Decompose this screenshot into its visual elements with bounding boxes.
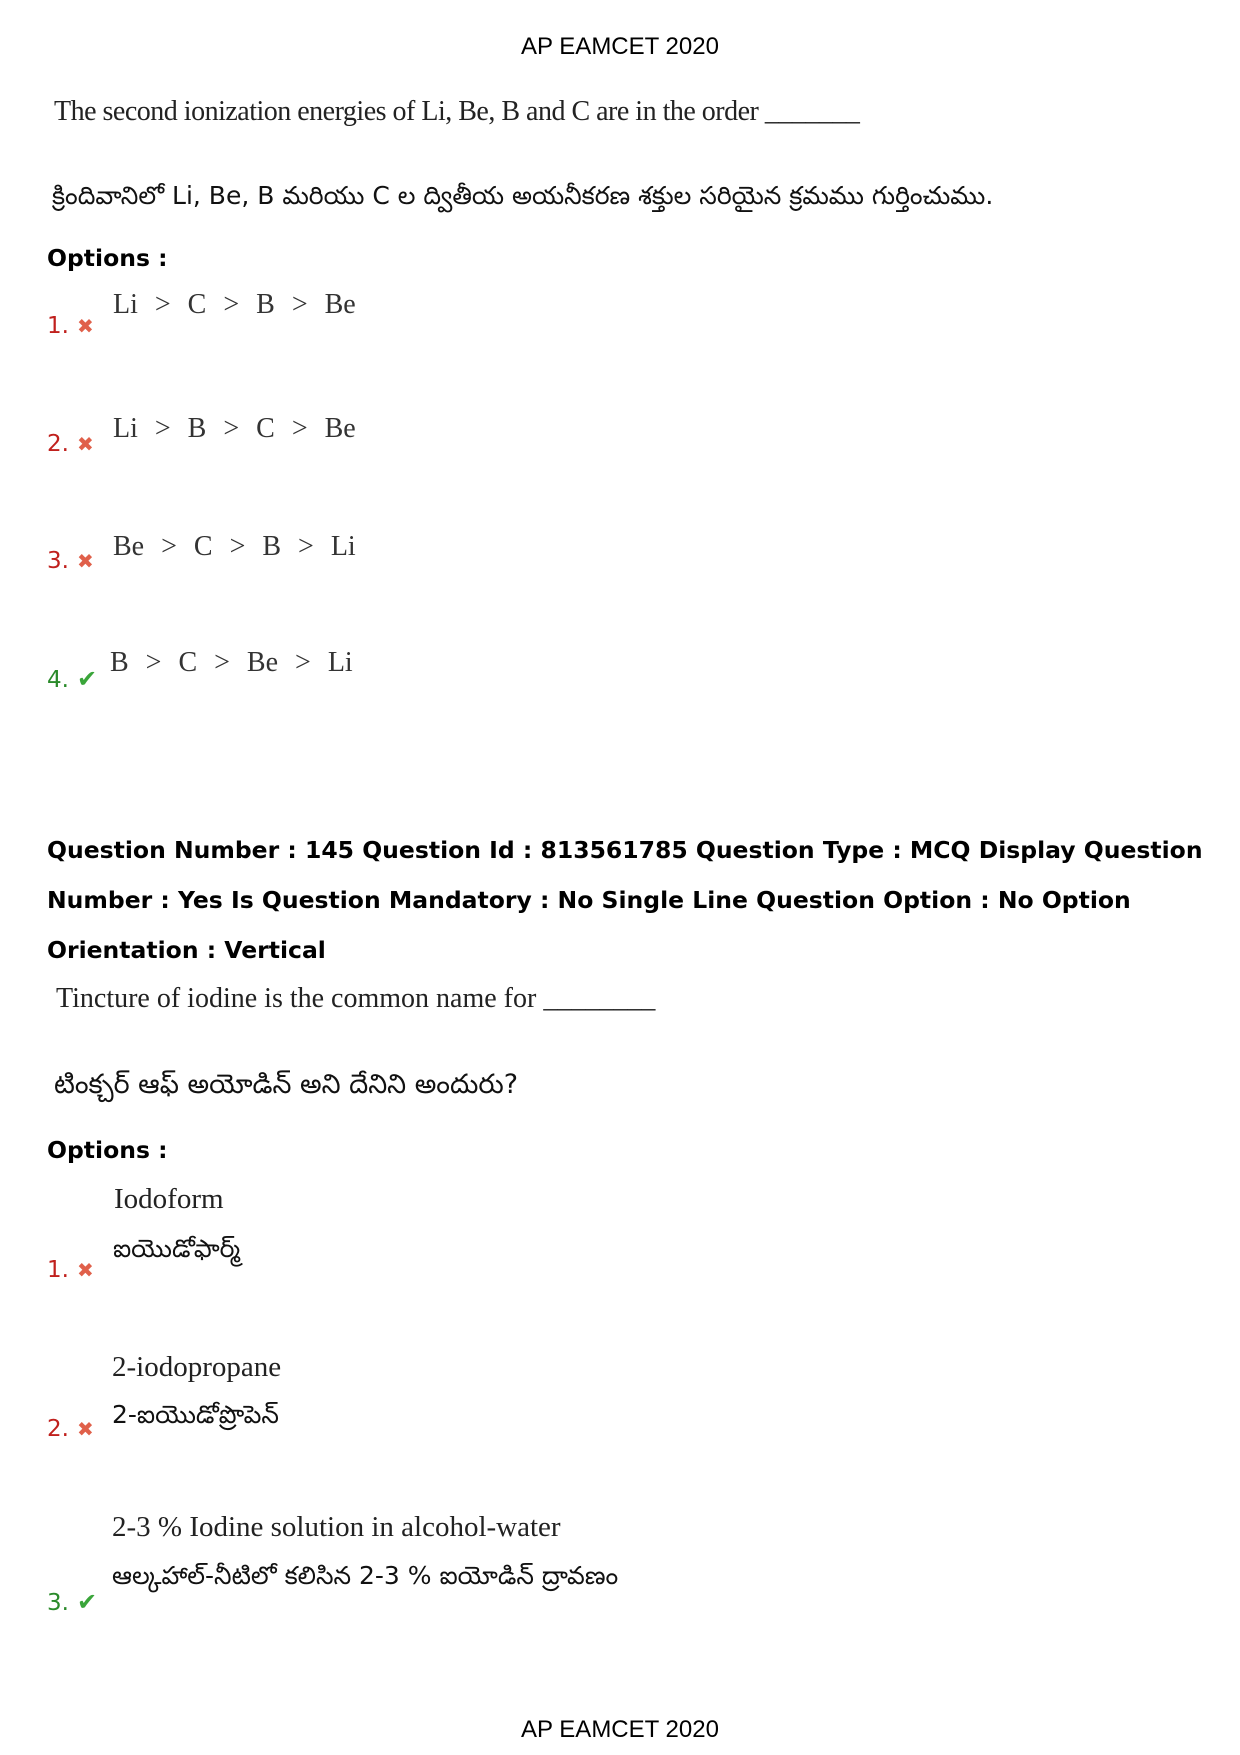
option-text: B > C > Be > Li (110, 647, 353, 678)
wrong-icon: ✖ (76, 549, 94, 573)
question-text-telugu: క్రిందివానిలో Li, Be, B మరియు C ల ద్వితీయ అయనీకరణ శక్తుల సరియైన క్రమము గుర్తించుము. (52, 181, 994, 210)
option-text-english: 2-3 % Iodine solution in alcohol-water (112, 1511, 561, 1543)
option-2 (47, 431, 94, 457)
wrong-icon: ✖ (76, 432, 94, 456)
option-text: Li > B > C > Be (113, 413, 356, 444)
question-text-english: The second ionization energies of Li, Be, B and C are in the order _______ (54, 96, 860, 127)
option-1 (47, 313, 94, 339)
wrong-icon: ✖ (76, 1258, 94, 1282)
option-number: 1. (47, 313, 69, 339)
option-text: Be > C > B > Li (113, 531, 356, 562)
option-text-english: 2-iodopropane (112, 1351, 282, 1383)
option-2 (47, 1416, 94, 1442)
question-text-english: Tincture of iodine is the common name for ________ (56, 983, 656, 1014)
option-3 (47, 1588, 97, 1616)
option-number: 3. (47, 548, 69, 574)
option-text-telugu: ఆల్కహాల్-నీటిలో కలిసిన 2-3 % ఐయోడిన్ ద్రావణం (112, 1561, 619, 1590)
option-text-telugu: ఐయొడోఫార్మ్ (113, 1234, 241, 1263)
question-meta-line: Orientation : Vertical (47, 936, 326, 964)
option-text-telugu: 2-ఐయొడోప్రొపెన్ (112, 1400, 279, 1429)
option-number: 3. (47, 1590, 69, 1616)
option-1 (47, 1257, 94, 1283)
options-label: Options : (47, 244, 168, 272)
option-text: Li > C > B > Be (113, 289, 356, 320)
option-number: 1. (47, 1257, 69, 1283)
option-4 (47, 665, 97, 693)
options-label: Options : (47, 1136, 168, 1164)
option-number: 2. (47, 1416, 69, 1442)
option-number: 2. (47, 431, 69, 457)
option-number: 4. (47, 667, 69, 693)
question-meta-line: Question Number : 145 Question Id : 813561785 Question Type : MCQ Display Question (47, 836, 1203, 864)
page-header: AP EAMCET 2020 (521, 33, 719, 60)
wrong-icon: ✖ (76, 314, 94, 338)
wrong-icon: ✖ (76, 1417, 94, 1441)
check-icon: ✔ (76, 665, 98, 693)
option-3 (47, 548, 94, 574)
option-text-english: Iodoform (114, 1183, 224, 1215)
page-footer: AP EAMCET 2020 (521, 1716, 719, 1743)
question-meta-line: Number : Yes Is Question Mandatory : No Single Line Question Option : No Option (47, 886, 1131, 914)
question-text-telugu: టింక్చర్ ఆఫ్ అయోడిన్ అని దేనిని అందురు? (54, 1069, 519, 1100)
check-icon: ✔ (76, 1588, 98, 1616)
